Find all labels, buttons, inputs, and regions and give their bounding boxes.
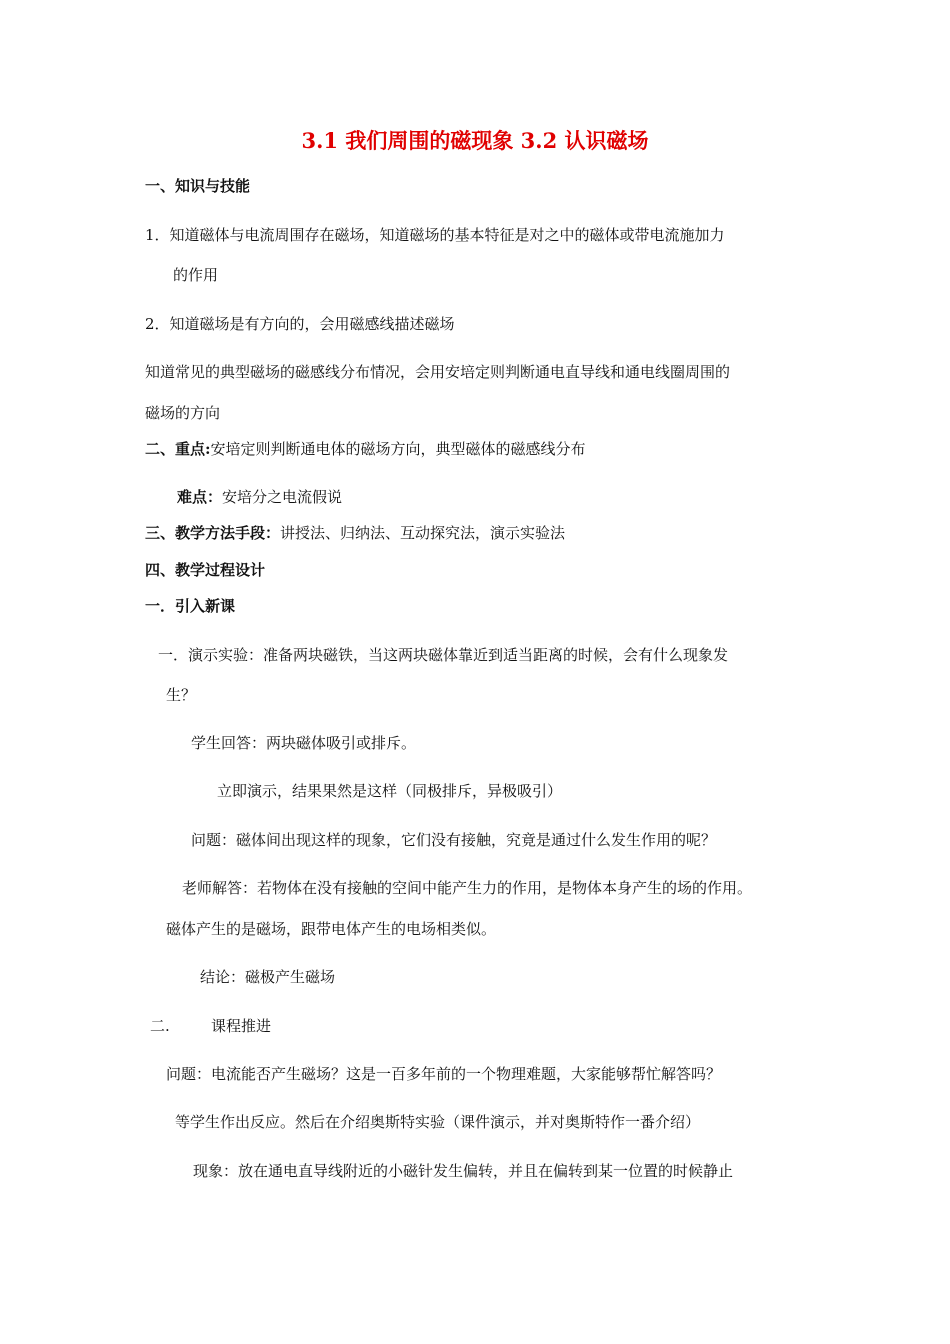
- document-title: 3.1 我们周围的磁现象 3.2 认识磁场: [301, 128, 649, 153]
- difficulty-line: [177, 487, 342, 507]
- section-4-heading: 四、教学过程设计: [145, 561, 266, 579]
- item-2: 2．知道磁场是有方向的，会用磁感线描述磁场: [145, 315, 455, 333]
- section-2-line: [145, 439, 586, 459]
- paragraph-line-2: 磁场的方向: [145, 404, 221, 422]
- difficulty-text: 安培分之电流假说: [222, 488, 343, 506]
- difficulty-label: 难点：: [177, 488, 223, 506]
- conclusion: 结论：磁极产生磁场: [200, 968, 336, 986]
- part-1-heading: 一．引入新课: [145, 597, 236, 615]
- section-3-label: 三、教学方法手段：: [145, 524, 281, 542]
- phenomenon: 现象：放在通电直导线附近的小磁针发生偏转，并且在偏转到某一位置的时候静止: [193, 1162, 734, 1180]
- part-2-title: 课程推进: [211, 1017, 272, 1035]
- question-1: 问题：磁体间出现这样的现象，它们没有接触，究竟是通过什么发生作用的呢？: [191, 831, 717, 849]
- section-2-label: 二、重点:: [145, 440, 211, 458]
- paragraph-line-1: 知道常见的典型磁场的磁感线分布情况，会用安培定则判断通电直导线和通电线圈周围的: [145, 363, 731, 381]
- section-1-heading: 一、知识与技能: [145, 177, 251, 195]
- immediate-demo: 立即演示，结果果然是这样（同极排斥，异极吸引）: [217, 782, 563, 800]
- section-2-text: 安培定则判断通电体的磁场方向，典型磁体的磁感线分布: [210, 440, 586, 458]
- teacher-answer-line-2: 磁体产生的是磁场，跟带电体产生的电场相类似。: [166, 920, 497, 938]
- item-1-line-1: 1．知道磁体与电流周围存在磁场，知道磁场的基本特征是对之中的磁体或带电流施加力: [145, 226, 725, 244]
- item-1-line-2: 的作用: [173, 266, 219, 284]
- section-3-text: 讲授法、归纳法、互动探究法，演示实验法: [280, 524, 566, 542]
- demo-line-1: 一．演示实验：准备两块磁铁，当这两块磁体靠近到适当距离的时候，会有什么现象发: [158, 646, 729, 664]
- student-answer: 学生回答：两块磁体吸引或排斥。: [191, 734, 417, 752]
- teacher-answer-line-1: 老师解答：若物体在没有接触的空间中能产生力的作用，是物体本身产生的场的作用。: [182, 879, 753, 897]
- part-2-number: 二.: [150, 1017, 170, 1035]
- section-3-line: [145, 523, 565, 543]
- wait-for-students: 等学生作出反应。然后在介绍奥斯特实验（课件演示，并对奥斯特作一番介绍）: [175, 1113, 701, 1131]
- demo-line-2: 生？: [166, 686, 197, 704]
- question-2: 问题：电流能否产生磁场？这是一百多年前的一个物理难题，大家能够帮忙解答吗？: [166, 1065, 722, 1083]
